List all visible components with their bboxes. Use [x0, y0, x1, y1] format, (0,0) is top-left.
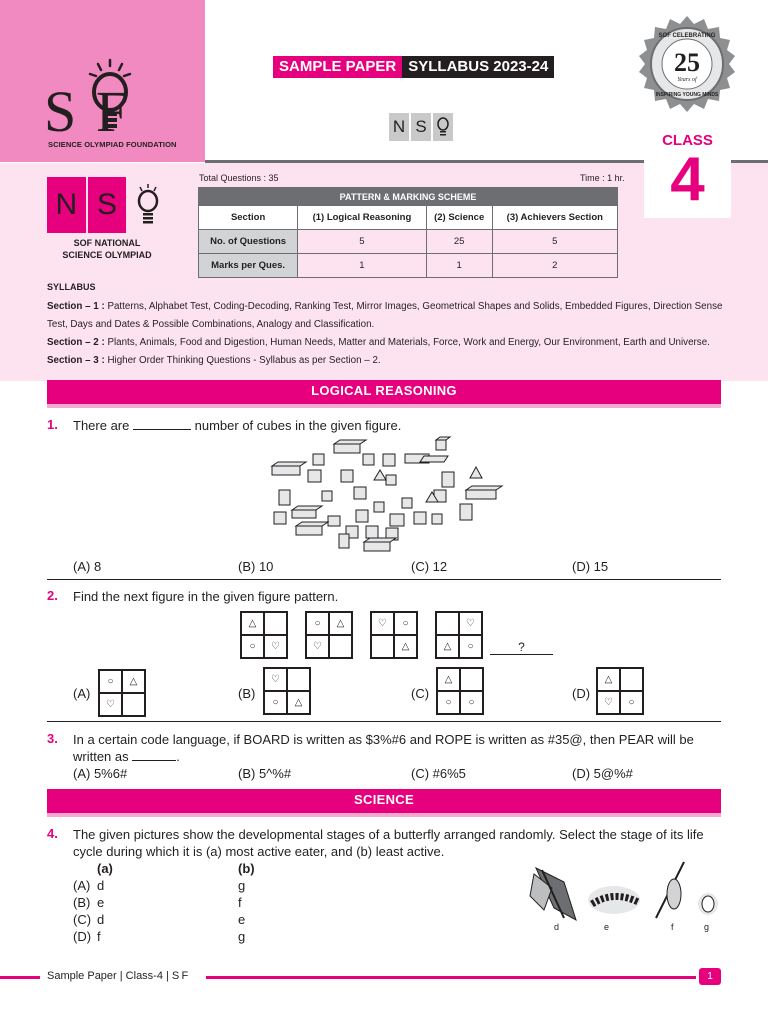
footer-rule	[206, 976, 696, 979]
q3-line2: written as	[73, 749, 129, 764]
table-title: PATTERN & MARKING SCHEME	[199, 188, 618, 206]
section-bar-science: SCIENCE	[47, 789, 721, 817]
figure-cell: ♡	[306, 635, 329, 658]
badge-bottom-text: INSPIRING YOUNG MINDS	[655, 92, 719, 98]
row-label: Marks per Ques.	[199, 254, 298, 278]
option-b[interactable]: (B) 5^%#	[238, 766, 292, 781]
butterfly-icon	[530, 868, 576, 920]
figure-cell: △	[394, 635, 417, 658]
figure-cell: △	[287, 691, 310, 714]
pattern-figure-1	[240, 611, 288, 659]
q4-line2: cycle during which it is (a) most active eater, and (b) least active.	[73, 844, 445, 859]
option-a[interactable]: (A) 8	[73, 559, 102, 574]
figure-cell: △	[436, 635, 459, 658]
option-d-value-a: f	[97, 929, 101, 944]
option-a-label[interactable]: (A)	[73, 686, 91, 701]
section-label: Section – 2 :	[47, 337, 105, 348]
syllabus-title: SYLLABUS	[47, 282, 96, 292]
figure-cell	[460, 668, 483, 691]
question-number: 1.	[47, 417, 58, 432]
figure-cell	[371, 635, 394, 658]
option-c-value-b: e	[238, 912, 246, 927]
class-number: 4	[670, 145, 705, 214]
nso-caption-line1: SOF NATIONAL	[73, 238, 141, 248]
table-cell: 2	[492, 254, 617, 278]
picture-label: e	[604, 922, 610, 932]
option-c-value-a: d	[97, 912, 105, 927]
option-b-label[interactable]: (B)	[73, 895, 91, 910]
nso-logo	[47, 177, 167, 233]
option-c[interactable]: (C) #6%5	[411, 766, 466, 781]
figure-cell: △	[122, 670, 145, 693]
question-number: 2.	[47, 588, 58, 603]
figure-cell: △	[437, 668, 460, 691]
figure-cell	[122, 693, 145, 716]
figure-cell: ○	[241, 635, 264, 658]
footer-rule	[0, 976, 40, 979]
figure-cell: ○	[394, 612, 417, 635]
figure-cell: ○	[99, 670, 122, 693]
pattern-figure-4	[435, 611, 483, 659]
question-3-text	[73, 731, 721, 765]
figure-cell: ○	[460, 691, 483, 714]
syllabus-section-3	[47, 352, 727, 370]
figure-cell: △	[597, 668, 620, 691]
section-label: Section – 1 :	[47, 301, 105, 312]
column-a-header: (a)	[97, 861, 113, 876]
nso-big-letter-n: N	[47, 177, 88, 233]
class-box	[644, 120, 731, 218]
picture-label: f	[671, 922, 674, 932]
option-b-value-a: e	[97, 895, 105, 910]
option-a-value-b: g	[238, 878, 246, 893]
option-b-figure[interactable]	[263, 667, 311, 715]
column-b-header: (b)	[238, 861, 255, 876]
title-sample-paper: SAMPLE PAPER	[273, 56, 402, 78]
option-b[interactable]: (B) 10	[238, 559, 274, 574]
pattern-figure-2	[305, 611, 353, 659]
nso-caption-line2: SCIENCE OLYMPIAD	[62, 250, 152, 260]
q3-line2-end: .	[176, 749, 180, 764]
nso-caption	[47, 237, 167, 261]
total-questions: Total Questions : 35	[199, 173, 279, 183]
column-header: (3) Achievers Section	[492, 206, 617, 230]
badge-years: Years of	[677, 77, 697, 83]
section-text: Higher Order Thinking Questions - Syllabus as per Section – 2.	[104, 355, 381, 366]
option-d[interactable]: (D) 5@%#	[572, 766, 633, 781]
question-2-text: Find the next figure in the given figure pattern.	[73, 589, 339, 604]
table-row	[199, 254, 618, 278]
figure-cell: ♡	[597, 691, 620, 714]
section-label: Section – 3 :	[47, 355, 105, 366]
footer-text: Sample Paper | Class-4 | S F	[47, 970, 189, 982]
figure-cell	[264, 612, 287, 635]
option-d-value-b: g	[238, 929, 246, 944]
picture-label: g	[704, 922, 710, 932]
figure-cell	[287, 668, 310, 691]
syllabus-section-1	[47, 298, 727, 334]
page-number: 1	[699, 968, 721, 985]
option-a[interactable]: (A) 5%6#	[73, 766, 128, 781]
q1-after: number of cubes in the given figure.	[194, 418, 402, 433]
option-c-label[interactable]: (C)	[73, 912, 92, 927]
figure-cell: ♡	[264, 668, 287, 691]
column-header: (1) Logical Reasoning	[298, 206, 426, 230]
option-c[interactable]: (C) 12	[411, 559, 448, 574]
option-b-label[interactable]: (B)	[238, 686, 256, 701]
missing-figure-placeholder: ?	[490, 640, 553, 655]
butterfly-stages-figure	[524, 860, 724, 925]
divider	[47, 579, 721, 580]
syllabus-section-2	[47, 334, 727, 352]
pupa-icon	[656, 862, 684, 918]
option-b-value-b: f	[238, 895, 242, 910]
column-header: Section	[199, 206, 298, 230]
figure-cell: ○	[264, 691, 287, 714]
nso-big-letter-s: S	[88, 177, 129, 233]
time-limit: Time : 1 hr.	[580, 173, 625, 183]
section-bar-logical: LOGICAL REASONING	[47, 380, 721, 408]
option-a-figure[interactable]	[98, 669, 146, 717]
figure-cell: ○	[620, 691, 643, 714]
sof-logo-text: S F	[44, 79, 133, 144]
option-d-label[interactable]: (D)	[572, 686, 591, 701]
nso-letter-n: N	[389, 113, 409, 141]
table-cell: 25	[426, 230, 492, 254]
paper-title	[273, 56, 554, 78]
q1-before: There are	[73, 418, 130, 433]
option-d[interactable]: (D) 15	[572, 559, 609, 574]
option-d-label[interactable]: (D)	[73, 929, 92, 944]
pattern-figure-3	[370, 611, 418, 659]
option-a-value-a: d	[97, 878, 105, 893]
figure-cell: ♡	[264, 635, 287, 658]
option-c-label[interactable]: (C)	[411, 686, 430, 701]
figure-cell: ○	[437, 691, 460, 714]
nso-big-bulb-icon	[128, 177, 167, 233]
class-label: CLASS	[662, 132, 713, 149]
question-number: 4.	[47, 826, 58, 841]
marking-scheme-table	[198, 187, 618, 278]
figure-cell: ○	[459, 635, 482, 658]
question-number: 3.	[47, 731, 58, 746]
figure-cell: ♡	[459, 612, 482, 635]
title-syllabus: SYLLABUS 2023-24	[402, 56, 554, 78]
figure-cell: △	[241, 612, 264, 635]
q3-line1: In a certain code language, if BOARD is written as $3%#6 and ROPE is written as #35@, then PEAR will be	[73, 732, 694, 747]
figure-cell: ○	[306, 612, 329, 635]
divider	[47, 721, 721, 722]
option-d-figure[interactable]	[596, 667, 644, 715]
answer-blank	[132, 760, 176, 761]
table-cell: 5	[492, 230, 617, 254]
table-cell: 5	[298, 230, 426, 254]
figure-cell	[329, 635, 352, 658]
badge-top-text: SOF CELEBRATING	[658, 33, 716, 39]
anniversary-badge-icon	[638, 15, 736, 113]
figure-cell	[436, 612, 459, 635]
table-cell: 1	[298, 254, 426, 278]
figure-cell: ♡	[99, 693, 122, 716]
option-a-label[interactable]: (A)	[73, 878, 91, 893]
figure-cell: △	[329, 612, 352, 635]
answer-blank	[133, 429, 191, 430]
picture-label: d	[554, 922, 560, 932]
question-4-text	[73, 826, 721, 860]
nso-letter-s: S	[411, 113, 431, 141]
nso-bulb-icon	[433, 113, 453, 141]
q4-line1: The given pictures show the developmental stages of a butterfly arranged randomly. Select the stage of its life	[73, 827, 704, 842]
nso-small-logo	[389, 113, 453, 141]
option-c-figure[interactable]	[436, 667, 484, 715]
row-label: No. of Questions	[199, 230, 298, 254]
badge-number: 25	[674, 48, 700, 77]
figure-cell	[620, 668, 643, 691]
section-text: Patterns, Alphabet Test, Coding-Decoding, Ranking Test, Mirror Images, Geometrical Shapes and Solids, Embedded Figures, Direction Sense Test, Days and Dates & Possible Combinations, Analogy and Classification.	[47, 301, 723, 330]
caterpillar-icon	[588, 886, 640, 914]
egg-icon	[698, 893, 718, 915]
sof-logo-subtitle: SCIENCE OLYMPIAD FOUNDATION	[48, 140, 177, 149]
column-header: (2) Science	[426, 206, 492, 230]
figure-cell: ♡	[371, 612, 394, 635]
table-row	[199, 230, 618, 254]
table-cell: 1	[426, 254, 492, 278]
cubes-figure	[262, 432, 512, 554]
section-text: Plants, Animals, Food and Digestion, Human Needs, Matter and Materials, Force, Work and Energy, Our Environment, Earth and Universe.	[104, 337, 710, 348]
